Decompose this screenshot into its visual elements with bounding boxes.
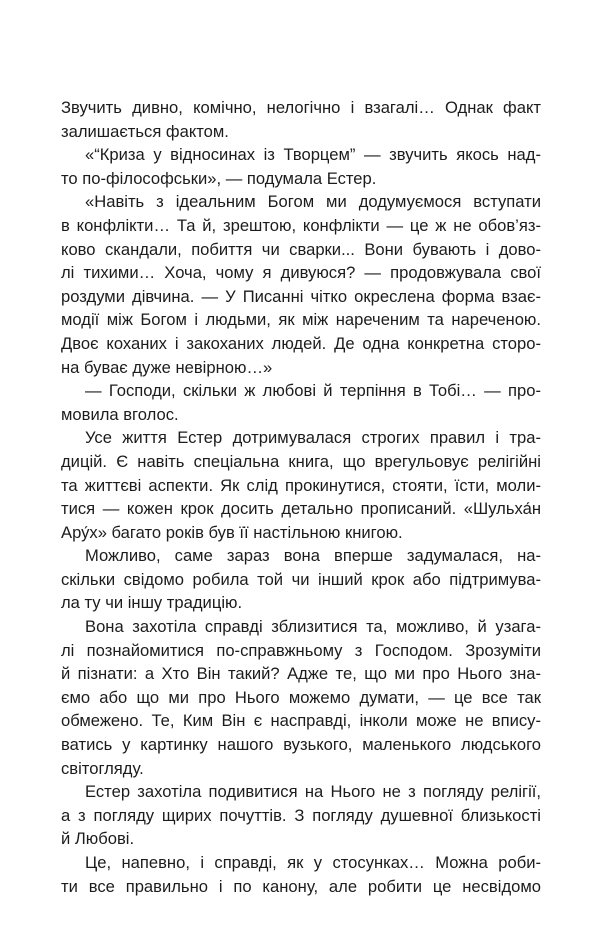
- text-line: а з погляду щирих почуттів. З погляду душевної близькості: [61, 805, 541, 825]
- text-line: ково скандали, побиття чи сварки... Вони бувають і дово-: [61, 239, 541, 259]
- text-line: дицій. Є навіть спеціальна книга, що врегульовує релігійні: [61, 451, 541, 471]
- text-line: й пізнати: а Хто Він такий? Адже те, що ми про Нього зна-: [61, 664, 541, 684]
- text-line: Це, напевно, і справді, як у стосунках… Можна роби-: [85, 853, 541, 872]
- text-line: ємо або що ми про Нього можемо думати, — це все так: [61, 687, 541, 707]
- text-line: тися — кожен крок досить детально прописаний. «Шульха́н: [61, 499, 541, 519]
- text-line: та життєві аспекти. Як слід прокинутися, стояти, їсти, моли-: [61, 475, 541, 495]
- text-line: Усе життя Естер дотримувалася строгих правил і тра-: [85, 428, 541, 448]
- text-line: роздуми дівчина. — У Писанні чітко окреслена форма взає-: [61, 286, 541, 306]
- paragraph: [61, 780, 541, 851]
- paragraph: [61, 615, 541, 780]
- text-line: обмежено. Те, Ким Він є насправді, інколи може не впису-: [61, 711, 541, 731]
- text-line: світогляду.: [61, 758, 144, 778]
- text-line: мовила вголос.: [61, 404, 179, 424]
- paragraph: [61, 851, 541, 898]
- text-line: й Любові.: [61, 829, 135, 849]
- text-line: — Господи, скільки ж любові й терпіння в Тобі… — про-: [85, 381, 541, 401]
- text-line: лі познайомитися по-справжньому з Господом. Зрозуміти: [61, 640, 541, 660]
- paragraph: [61, 143, 541, 190]
- paragraph: [61, 379, 541, 426]
- text-line: на буває дуже невірною…»: [61, 357, 273, 377]
- text-line: Вона захотіла справді зблизитися та, можливо, й узага-: [85, 617, 541, 637]
- text-line: ватись у картинку нашого вузького, маленького людського: [61, 735, 541, 755]
- text-line: Двоє коханих і закоханих людей. Де одна конкретна сторо-: [61, 333, 541, 353]
- paragraph: [61, 426, 541, 544]
- text-line: Звучить дивно, комічно, нелогічно і взагалі… Однак факт: [61, 98, 541, 117]
- paragraph: [61, 544, 541, 615]
- text-line: ти все правильно і по канону, але робити це несвідомо: [61, 876, 541, 896]
- book-page-text: [61, 96, 541, 898]
- text-line: «“Криза у відносинах із Творцем” — звучить якось над-: [85, 145, 541, 165]
- text-line: «Навіть з ідеальним Богом ми додумуємося вступати: [85, 192, 541, 212]
- text-line: Можливо, саме зараз вона вперше задумалася, на-: [85, 546, 541, 566]
- text-line: ла ту чи іншу традицію.: [61, 593, 243, 613]
- text-line: Ару́х» багато років був її настільною книгою.: [61, 522, 403, 542]
- text-line: залишається фактом.: [61, 121, 229, 141]
- text-line: Естер захотіла подивитися на Нього не з погляду релігії,: [85, 782, 541, 802]
- text-line: в конфлікти… Та й, зрештою, конфлікти — це ж не обов’яз-: [61, 215, 541, 235]
- text-line: модії між Богом і людьми, як між нареченим та нареченою.: [61, 310, 541, 330]
- paragraph: [61, 190, 541, 379]
- text-line: лі тихими… Хоча, чому я дивуюся? — продовжувала свої: [61, 263, 541, 283]
- text-line: то по-філософськи», — подумала Естер.: [61, 168, 377, 188]
- paragraph: [61, 96, 541, 143]
- text-line: скільки свідомо робила той чи інший крок або підтримува-: [61, 569, 541, 589]
